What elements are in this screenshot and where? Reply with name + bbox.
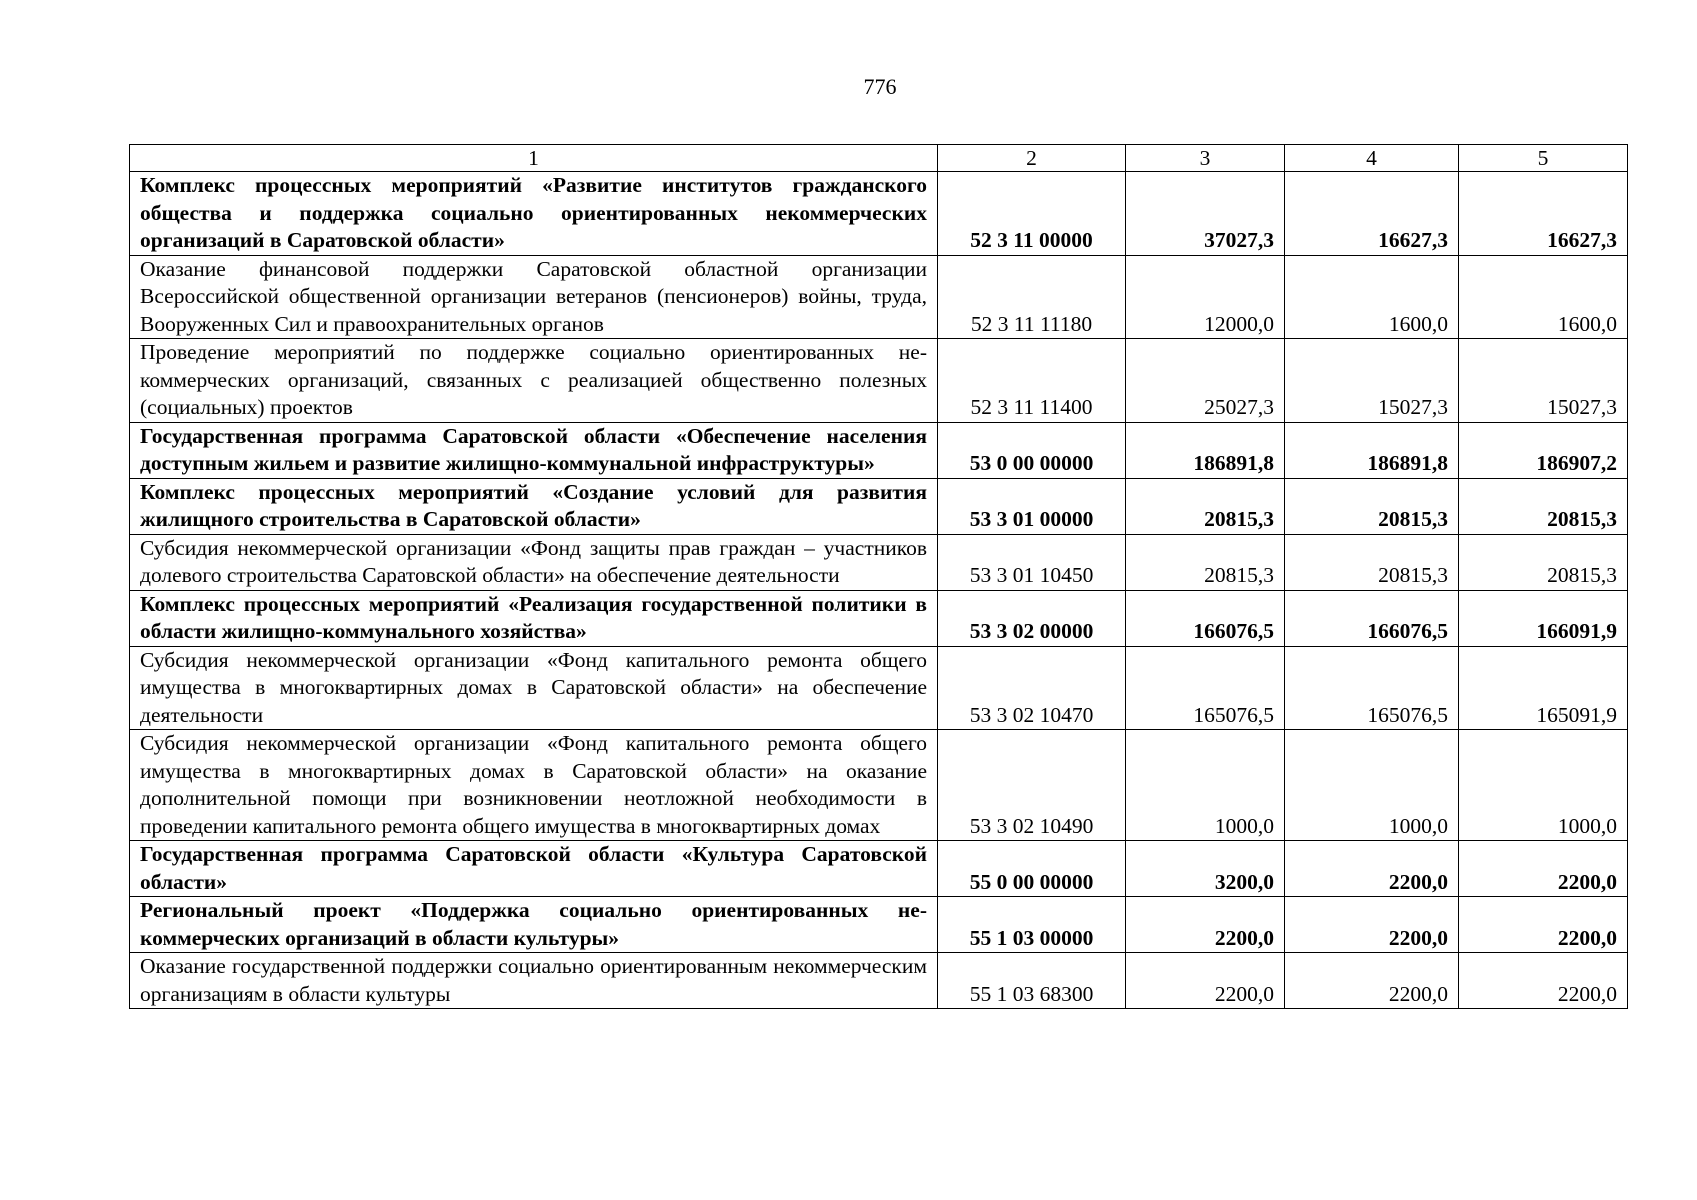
row-value-col5-cell: 1000,0 (1459, 730, 1628, 841)
row-value-col5-cell: 165091,9 (1459, 646, 1628, 730)
row-code-cell: 55 0 00 00000 (938, 841, 1126, 897)
row-name-cell: Комплекс процессных мероприятий «Создание условий для развития жилищного строительства в Саратовской области» (130, 478, 938, 534)
row-code-cell: 52 3 11 11400 (938, 339, 1126, 423)
row-code-cell: 53 0 00 00000 (938, 422, 1126, 478)
column-number-1: 1 (130, 145, 938, 172)
table-row (130, 646, 1628, 730)
column-number-2: 2 (938, 145, 1126, 172)
table-row (130, 339, 1628, 423)
row-value-col5-cell: 2200,0 (1459, 953, 1628, 1009)
row-value-col3-cell: 166076,5 (1126, 590, 1285, 646)
table-row (130, 478, 1628, 534)
table-row (130, 534, 1628, 590)
row-value-col3-cell: 1000,0 (1126, 730, 1285, 841)
row-value-col5-cell: 1600,0 (1459, 255, 1628, 339)
table-row (130, 422, 1628, 478)
row-value-col3-cell: 20815,3 (1126, 534, 1285, 590)
row-name-cell: Субсидия некоммерческой организации «Фонд защиты прав граждан – участников долевого строительства Саратовской области» на обеспечение деятельности (130, 534, 938, 590)
row-name-cell: Оказание финансовой поддержки Саратовской областной организации Всероссийской общественной организации ветеранов (пенсионеров) войны, труда, Вооруженных Сил и правоохранительных органов (130, 255, 938, 339)
row-value-col4-cell: 20815,3 (1285, 534, 1459, 590)
row-value-col4-cell: 2200,0 (1285, 953, 1459, 1009)
row-name-cell: Государственная программа Саратовской области «Обеспечение населения доступным жильем и развитие жилищно-коммунальной инфраструктуры» (130, 422, 938, 478)
row-value-col3-cell: 3200,0 (1126, 841, 1285, 897)
row-code-cell: 53 3 01 00000 (938, 478, 1126, 534)
row-code-cell: 53 3 02 10490 (938, 730, 1126, 841)
row-value-col4-cell: 2200,0 (1285, 897, 1459, 953)
row-value-col5-cell: 20815,3 (1459, 534, 1628, 590)
row-name-cell: Проведение мероприятий по поддержке социально ориентированных некоммерческих организаций, связанных с реализацией общественно полезных (социальных) проектов (130, 339, 938, 423)
column-number-5: 5 (1459, 145, 1628, 172)
table-row (130, 897, 1628, 953)
row-code-cell: 55 1 03 00000 (938, 897, 1126, 953)
row-value-col4-cell: 2200,0 (1285, 841, 1459, 897)
row-value-col4-cell: 20815,3 (1285, 478, 1459, 534)
row-code-cell: 52 3 11 11180 (938, 255, 1126, 339)
row-value-col3-cell: 186891,8 (1126, 422, 1285, 478)
row-name-cell: Государственная программа Саратовской области «Культура Саратовской области» (130, 841, 938, 897)
row-value-col4-cell: 1600,0 (1285, 255, 1459, 339)
table-row (130, 255, 1628, 339)
row-value-col3-cell: 37027,3 (1126, 172, 1285, 256)
table-row (130, 730, 1628, 841)
row-value-col4-cell: 186891,8 (1285, 422, 1459, 478)
table-row (130, 841, 1628, 897)
row-value-col5-cell: 2200,0 (1459, 897, 1628, 953)
row-value-col5-cell: 16627,3 (1459, 172, 1628, 256)
row-value-col5-cell: 2200,0 (1459, 841, 1628, 897)
row-value-col3-cell: 2200,0 (1126, 953, 1285, 1009)
column-number-4: 4 (1285, 145, 1459, 172)
row-value-col3-cell: 20815,3 (1126, 478, 1285, 534)
row-name-cell: Оказание государственной поддержки социально ориентированным некоммерческим организациям в области культуры (130, 953, 938, 1009)
row-value-col3-cell: 2200,0 (1126, 897, 1285, 953)
table-row (130, 172, 1628, 256)
table-row (130, 953, 1628, 1009)
row-value-col5-cell: 186907,2 (1459, 422, 1628, 478)
row-code-cell: 53 3 02 10470 (938, 646, 1126, 730)
row-name-cell: Комплекс процессных мероприятий «Реализация государственной политики в области жилищно-коммунального хозяйства» (130, 590, 938, 646)
row-value-col5-cell: 20815,3 (1459, 478, 1628, 534)
row-value-col4-cell: 16627,3 (1285, 172, 1459, 256)
row-code-cell: 52 3 11 00000 (938, 172, 1126, 256)
row-value-col3-cell: 25027,3 (1126, 339, 1285, 423)
row-name-cell: Региональный проект «Поддержка социально ориентированных некоммерческих организаций в области культуры» (130, 897, 938, 953)
budget-table (129, 144, 1628, 1009)
row-value-col4-cell: 165076,5 (1285, 646, 1459, 730)
column-number-3: 3 (1126, 145, 1285, 172)
page-number: 776 (863, 74, 897, 99)
budget-table-body (130, 145, 1628, 1009)
row-code-cell: 55 1 03 68300 (938, 953, 1126, 1009)
row-value-col4-cell: 1000,0 (1285, 730, 1459, 841)
row-value-col4-cell: 15027,3 (1285, 339, 1459, 423)
column-number-row (130, 145, 1628, 172)
row-value-col4-cell: 166076,5 (1285, 590, 1459, 646)
row-value-col3-cell: 12000,0 (1126, 255, 1285, 339)
row-code-cell: 53 3 02 00000 (938, 590, 1126, 646)
row-value-col5-cell: 15027,3 (1459, 339, 1628, 423)
row-code-cell: 53 3 01 10450 (938, 534, 1126, 590)
row-value-col3-cell: 165076,5 (1126, 646, 1285, 730)
row-value-col5-cell: 166091,9 (1459, 590, 1628, 646)
row-name-cell: Комплекс процессных мероприятий «Развитие институтов гражданского общества и поддержка социально ориентированных некоммерческих организаций в Саратовской области» (130, 172, 938, 256)
row-name-cell: Субсидия некоммерческой организации «Фонд капитального ремонта общего имущества в многоквартирных домах в Саратовской области» на обеспечение деятельности (130, 646, 938, 730)
row-name-cell: Субсидия некоммерческой организации «Фонд капитального ремонта общего имущества в многоквартирных домах в Саратовской области» на оказание дополнительной помощи при возникновении неотложной необходимости в проведении капитального ремонта общего имущества в многоквартирных домах (130, 730, 938, 841)
table-row (130, 590, 1628, 646)
